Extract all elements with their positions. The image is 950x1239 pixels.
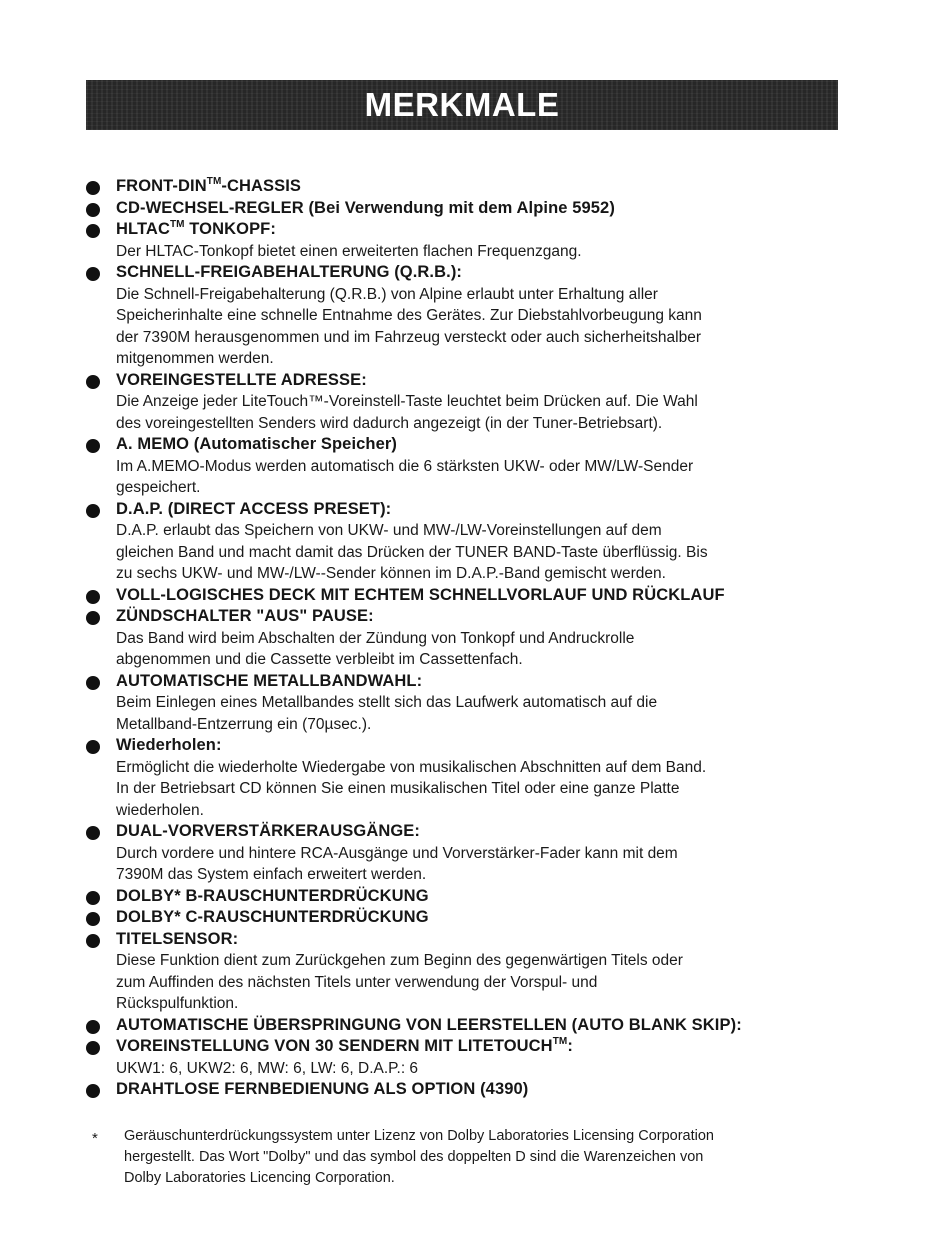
bullet-icon: [86, 826, 100, 840]
description-line: Das Band wird beim Abschalten der Zündung von Tonkopf und Andruckrolle: [116, 629, 635, 647]
description-line: 7390M das System einfach erweitert werden.: [116, 866, 427, 883]
feature-description: [116, 843, 854, 886]
feature-item: [84, 219, 854, 262]
feature-item: [84, 1079, 854, 1101]
description-line: Die Schnell-Freigabehalterung (Q.R.B.) von Alpine erlaubt unter Erhaltung aller: [116, 285, 658, 303]
bullet-icon: [86, 504, 100, 518]
feature-item: [84, 671, 854, 736]
feature-description: [116, 1058, 854, 1080]
footnote-line: hergestellt. Das Wort "Dolby" und das symbol des doppelten D sind die Warenzeichen von: [124, 1149, 704, 1165]
feature-title: HLTAC™ TONKOPF:: [116, 219, 276, 238]
feature-title: Wiederholen:: [116, 736, 222, 754]
bullet-icon: [86, 740, 100, 754]
feature-item: [84, 821, 854, 886]
feature-description: [116, 692, 854, 735]
description-line: gleichen Band und macht damit das Drücken der TUNER BAND-Taste überflüssig. Bis: [116, 543, 708, 561]
bullet-icon: [86, 1020, 100, 1034]
feature-item: [84, 370, 854, 435]
bullet-icon: [86, 267, 100, 281]
feature-item: [84, 198, 854, 220]
feature-title: D.A.P. (DIRECT ACCESS PRESET):: [116, 499, 392, 518]
bullet-icon: [86, 439, 100, 453]
feature-description: [116, 950, 854, 1015]
description-line: wiederholen.: [116, 801, 204, 819]
feature-description: [116, 757, 854, 822]
bullet-icon: [86, 375, 100, 389]
bullet-icon: [86, 181, 100, 195]
trademark-sup: TM: [206, 176, 222, 187]
feature-item: [84, 929, 854, 1015]
feature-item: [84, 907, 854, 929]
feature-description: [116, 241, 854, 263]
description-line: zum Auffinden des nächsten Titels unter verwendung der Vorspul- und: [116, 973, 598, 991]
feature-item: [84, 499, 854, 585]
feature-title: DOLBY* C-RAUSCHUNTERDRÜCKUNG: [116, 908, 429, 926]
feature-description: [116, 456, 854, 499]
feature-title: FRONT-DIN™-CHASSIS: [116, 176, 302, 195]
description-line: mitgenommen werden.: [116, 350, 274, 367]
feature-title: AUTOMATISCHE ÜBERSPRINGUNG VON LEERSTELLEN (AUTO BLANK SKIP):: [116, 1015, 742, 1034]
feature-title: DRAHTLOSE FERNBEDIENUNG ALS OPTION (4390): [116, 1080, 529, 1098]
description-line: D.A.P. erlaubt das Speichern von UKW- und MW-/LW-Voreinstellungen auf dem: [116, 522, 662, 539]
description-line: Diese Funktion dient zum Zurückgehen zum Beginn des gegenwärtigen Titels oder: [116, 952, 683, 969]
feature-item: [84, 1036, 854, 1079]
feature-description: [116, 628, 854, 671]
description-line: Rückspulfunktion.: [116, 995, 239, 1012]
feature-item: [84, 585, 854, 607]
description-line: UKW1: 6, UKW2: 6, MW: 6, LW: 6, D.A.P.: 6: [116, 1059, 419, 1077]
feature-item: [84, 176, 854, 198]
bullet-icon: [86, 676, 100, 690]
description-line: Die Anzeige jeder LiteTouch™-Voreinstell-Taste leuchtet beim Drücken auf. Die Wahl: [116, 393, 698, 410]
feature-title: ZÜNDSCHALTER "AUS" PAUSE:: [116, 607, 374, 625]
footnote-line: Dolby Laboratories Licencing Corporation.: [124, 1170, 395, 1186]
feature-description: [116, 520, 854, 585]
bullet-icon: [86, 1084, 100, 1098]
footnote: [92, 1126, 852, 1189]
trademark-sup: TM: [169, 219, 185, 230]
feature-title: VOREINGESTELLTE ADRESSE:: [116, 370, 367, 389]
feature-title: VOREINSTELLUNG VON 30 SENDERN MIT LITETOUCH™:: [116, 1036, 573, 1055]
feature-item: [84, 886, 854, 908]
feature-item: [84, 262, 854, 370]
description-line: gespeichert.: [116, 479, 201, 496]
bullet-icon: [86, 203, 100, 217]
bullet-icon: [86, 590, 100, 604]
description-line: Ermöglicht die wiederholte Wiedergabe von musikalischen Abschnitten auf dem Band.: [116, 758, 707, 776]
footnote-text: [92, 1126, 852, 1189]
feature-title: SCHNELL-FREIGABEHALTERUNG (Q.R.B.):: [116, 263, 463, 281]
feature-title: DOLBY* B-RAUSCHUNTERDRÜCKUNG: [116, 886, 429, 905]
title-banner: [86, 80, 838, 130]
feature-list: [84, 176, 854, 1101]
bullet-icon: [86, 1041, 100, 1055]
bullet-icon: [86, 224, 100, 238]
feature-title: DUAL-VORVERSTÄRKERAUSGÄNGE:: [116, 822, 420, 840]
description-line: des voreingestellten Senders wird dadurch angezeigt (in der Tuner-Betriebsart).: [116, 414, 663, 432]
feature-description: [116, 391, 854, 434]
feature-title: CD-WECHSEL-REGLER (Bei Verwendung mit dem Alpine 5952): [116, 198, 615, 217]
feature-item: [84, 735, 854, 821]
bullet-icon: [86, 934, 100, 948]
description-line: Durch vordere und hintere RCA-Ausgänge und Vorverstärker-Fader kann mit dem: [116, 844, 678, 862]
bullet-icon: [86, 912, 100, 926]
description-line: Metallband-Entzerrung ein (70µsec.).: [116, 715, 372, 733]
description-line: Im A.MEMO-Modus werden automatisch die 6 stärksten UKW- oder MW/LW-Sender: [116, 457, 694, 475]
trademark-sup: TM: [552, 1036, 568, 1047]
footnote-marker: *: [92, 1130, 98, 1147]
footnote-line: Geräuschunterdrückungssystem unter Lizenz von Dolby Laboratories Licensing Corporation: [124, 1128, 714, 1144]
description-line: Speicherinhalte eine schnelle Entnahme des Gerätes. Zur Diebstahlvorbeugung kann: [116, 307, 702, 324]
feature-title: VOLL-LOGISCHES DECK MIT ECHTEM SCHNELLVORLAUF UND RÜCKLAUF: [116, 585, 725, 604]
feature-title: TITELSENSOR:: [116, 929, 239, 948]
feature-item: [84, 434, 854, 499]
description-line: abgenommen und die Cassette verbleibt im Cassettenfach.: [116, 651, 523, 668]
description-line: der 7390M herausgenommen und im Fahrzeug versteckt oder auch sicherheitshalber: [116, 328, 702, 346]
feature-description: [116, 284, 854, 370]
feature-item: [84, 1015, 854, 1037]
feature-item: [84, 606, 854, 671]
description-line: Der HLTAC-Tonkopf bietet einen erweiterten flachen Frequenzgang.: [116, 242, 582, 260]
description-line: Beim Einlegen eines Metallbandes stellt sich das Laufwerk automatisch auf die: [116, 694, 658, 711]
feature-title: A. MEMO (Automatischer Speicher): [116, 435, 397, 453]
bullet-icon: [86, 891, 100, 905]
description-line: In der Betriebsart CD können Sie einen musikalischen Titel oder eine ganze Platte: [116, 780, 680, 797]
page-title: MERKMALE: [364, 86, 560, 123]
bullet-icon: [86, 611, 100, 625]
feature-title: AUTOMATISCHE METALLBANDWAHL:: [116, 671, 423, 690]
description-line: zu sechs UKW- und MW-/LW--Sender können im D.A.P.-Band gemischt werden.: [116, 565, 666, 582]
